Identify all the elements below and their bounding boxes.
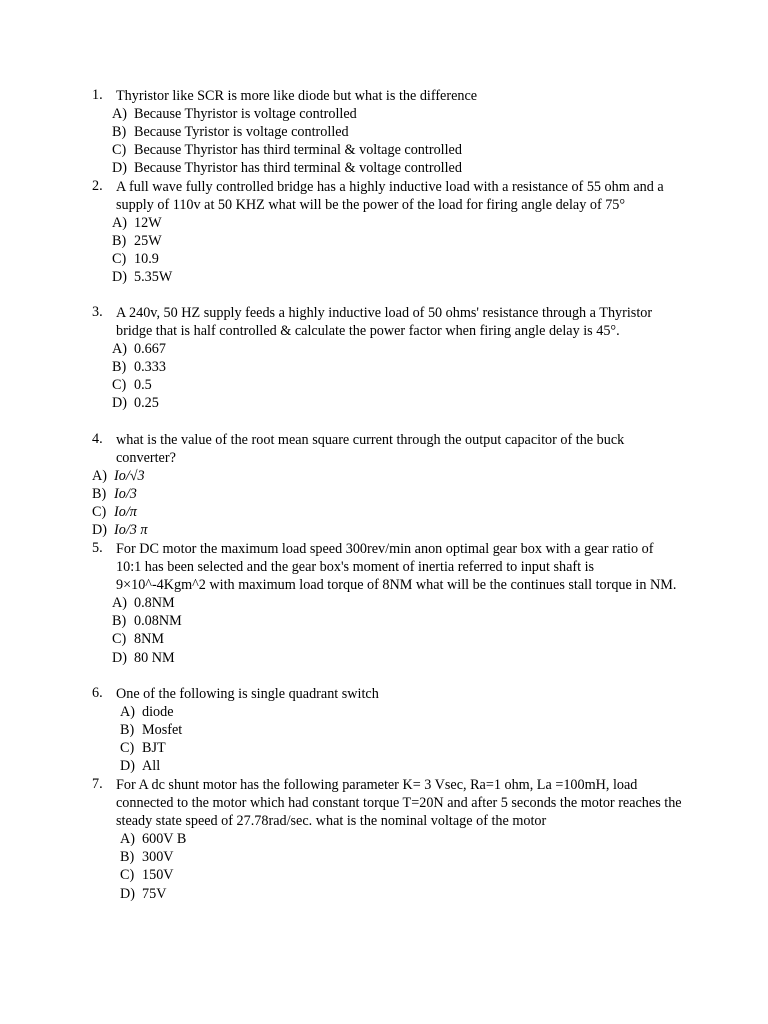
- question-text: One of the following is single quadrant switch: [116, 686, 379, 702]
- option-letter: C): [112, 631, 127, 648]
- option-text: 5.35W: [134, 269, 173, 286]
- question-text: what is the value of the root mean square current through the output capacitor of the buck converter?: [116, 432, 625, 467]
- option-a: [112, 594, 682, 612]
- option-text: 8NM: [134, 631, 164, 648]
- option-letter: D): [112, 649, 127, 666]
- option-a: [120, 703, 682, 721]
- options-list: [120, 830, 682, 902]
- option-letter: C): [120, 867, 135, 884]
- option-c: [92, 503, 682, 521]
- option-text: Mosfet: [142, 722, 183, 739]
- option-text: BJT: [142, 740, 166, 757]
- option-text: 0.25: [134, 395, 159, 412]
- option-text: 0.667: [134, 341, 166, 358]
- question-4: [92, 431, 682, 540]
- option-letter: B): [112, 613, 127, 630]
- question-text: For A dc shunt motor has the following parameter K= 3 Vsec, Ra=1 ohm, La =100mH, load connected to the motor which had constant torque T=20N and after 5 seconds the motor reaches the steady state speed of 27.78rad/sec. what is the nominal voltage of the motor: [116, 777, 682, 830]
- option-letter: D): [92, 522, 107, 539]
- options-list: [112, 340, 682, 412]
- option-text: Io/π: [114, 504, 137, 521]
- option-c: [112, 376, 682, 394]
- option-c: [120, 866, 682, 884]
- option-letter: C): [112, 142, 127, 159]
- option-d: [120, 757, 682, 775]
- option-a: [120, 830, 682, 848]
- question-5: [92, 540, 682, 667]
- option-text: 12W: [134, 215, 162, 232]
- option-b: [92, 485, 682, 503]
- options-list: [120, 703, 682, 775]
- option-text: 150V: [142, 867, 174, 884]
- option-text: 600V B: [142, 831, 187, 848]
- question-7: [92, 776, 682, 903]
- option-a: [112, 214, 682, 232]
- question-2: [92, 178, 682, 287]
- option-letter: A): [120, 704, 135, 721]
- question-number: 5.: [92, 540, 103, 556]
- option-letter: B): [120, 722, 135, 739]
- option-letter: D): [112, 395, 127, 412]
- option-letter: D): [120, 758, 135, 775]
- option-text: 0.5: [134, 377, 152, 394]
- question-1: [92, 87, 682, 177]
- question-number: 1.: [92, 87, 103, 103]
- option-letter: B): [92, 486, 107, 503]
- option-letter: A): [92, 468, 107, 485]
- option-text: 0.8NM: [134, 595, 175, 612]
- question-text: Thyristor like SCR is more like diode but what is the difference: [116, 88, 478, 104]
- option-a: [112, 105, 682, 123]
- option-letter: A): [120, 831, 135, 848]
- question-text: For DC motor the maximum load speed 300rev/min anon optimal gear box with a gear ratio of 10:1 has been selected and the gear box's moment of inertia referred to input shaft is 9×10^-4Kgm^2 with maximum load torque of 8NM what will be the continues stall torque in NM.: [116, 541, 677, 594]
- option-d: [92, 521, 682, 539]
- question-6: [92, 685, 682, 775]
- option-text: Io/3: [114, 486, 137, 503]
- option-text: 300V: [142, 849, 174, 866]
- question-number: 6.: [92, 685, 103, 701]
- option-text: All: [142, 758, 161, 775]
- option-letter: D): [112, 160, 127, 177]
- option-c: [112, 250, 682, 268]
- option-letter: D): [120, 885, 135, 902]
- question-number: 7.: [92, 776, 103, 792]
- option-c: [112, 630, 682, 648]
- option-letter: A): [112, 215, 127, 232]
- option-text: 10.9: [134, 251, 159, 268]
- question-text: A 240v, 50 HZ supply feeds a highly inductive load of 50 ohms' resistance through a Thyristor bridge that is half controlled & calculate the power factor when firing angle delay is 45°.: [116, 305, 653, 340]
- option-text: 25W: [134, 233, 162, 250]
- options-list: [112, 594, 682, 666]
- option-b: [112, 123, 682, 141]
- option-a: [112, 340, 682, 358]
- option-d: [112, 268, 682, 286]
- option-d: [112, 649, 682, 667]
- option-a: [92, 467, 682, 485]
- option-c: [112, 141, 682, 159]
- question-number: 4.: [92, 431, 103, 447]
- option-text: Because Tyristor is voltage controlled: [134, 124, 349, 141]
- options-list: [112, 214, 682, 286]
- option-letter: C): [120, 740, 135, 757]
- option-letter: B): [112, 233, 127, 250]
- option-d: [112, 159, 682, 177]
- option-letter: D): [112, 269, 127, 286]
- option-text: Because Thyristor has third terminal & voltage controlled: [134, 160, 462, 177]
- option-b: [112, 612, 682, 630]
- option-text: Io/3 π: [114, 522, 148, 539]
- option-text: diode: [142, 704, 174, 721]
- option-d: [120, 885, 682, 903]
- option-letter: C): [92, 504, 107, 521]
- option-text: 0.08NM: [134, 613, 182, 630]
- option-d: [112, 394, 682, 412]
- option-letter: A): [112, 106, 127, 123]
- option-text: 80 NM: [134, 649, 175, 666]
- option-text: 75V: [142, 885, 167, 902]
- option-letter: A): [112, 595, 127, 612]
- option-text: Because Thyristor has third terminal & voltage controlled: [134, 142, 462, 159]
- question-number: 2.: [92, 178, 103, 194]
- option-b: [112, 358, 682, 376]
- question-3: [92, 304, 682, 413]
- option-letter: C): [112, 251, 127, 268]
- question-text: A full wave fully controlled bridge has a highly inductive load with a resistance of 55 ohm and a supply of 110v at 50 KHZ what will be the power of the load for firing angle delay of 75°: [116, 179, 664, 214]
- options-list: [92, 467, 682, 539]
- option-letter: B): [112, 359, 127, 376]
- option-b: [120, 721, 682, 739]
- option-letter: B): [112, 124, 127, 141]
- question-number: 3.: [92, 304, 103, 320]
- options-list: [112, 105, 682, 177]
- option-text: Because Thyristor is voltage controlled: [134, 106, 357, 123]
- option-b: [112, 232, 682, 250]
- option-c: [120, 739, 682, 757]
- option-b: [120, 848, 682, 866]
- option-text: Io/√3: [114, 468, 145, 485]
- option-letter: C): [112, 377, 127, 394]
- option-letter: B): [120, 849, 135, 866]
- option-letter: A): [112, 341, 127, 358]
- option-text: 0.333: [134, 359, 166, 376]
